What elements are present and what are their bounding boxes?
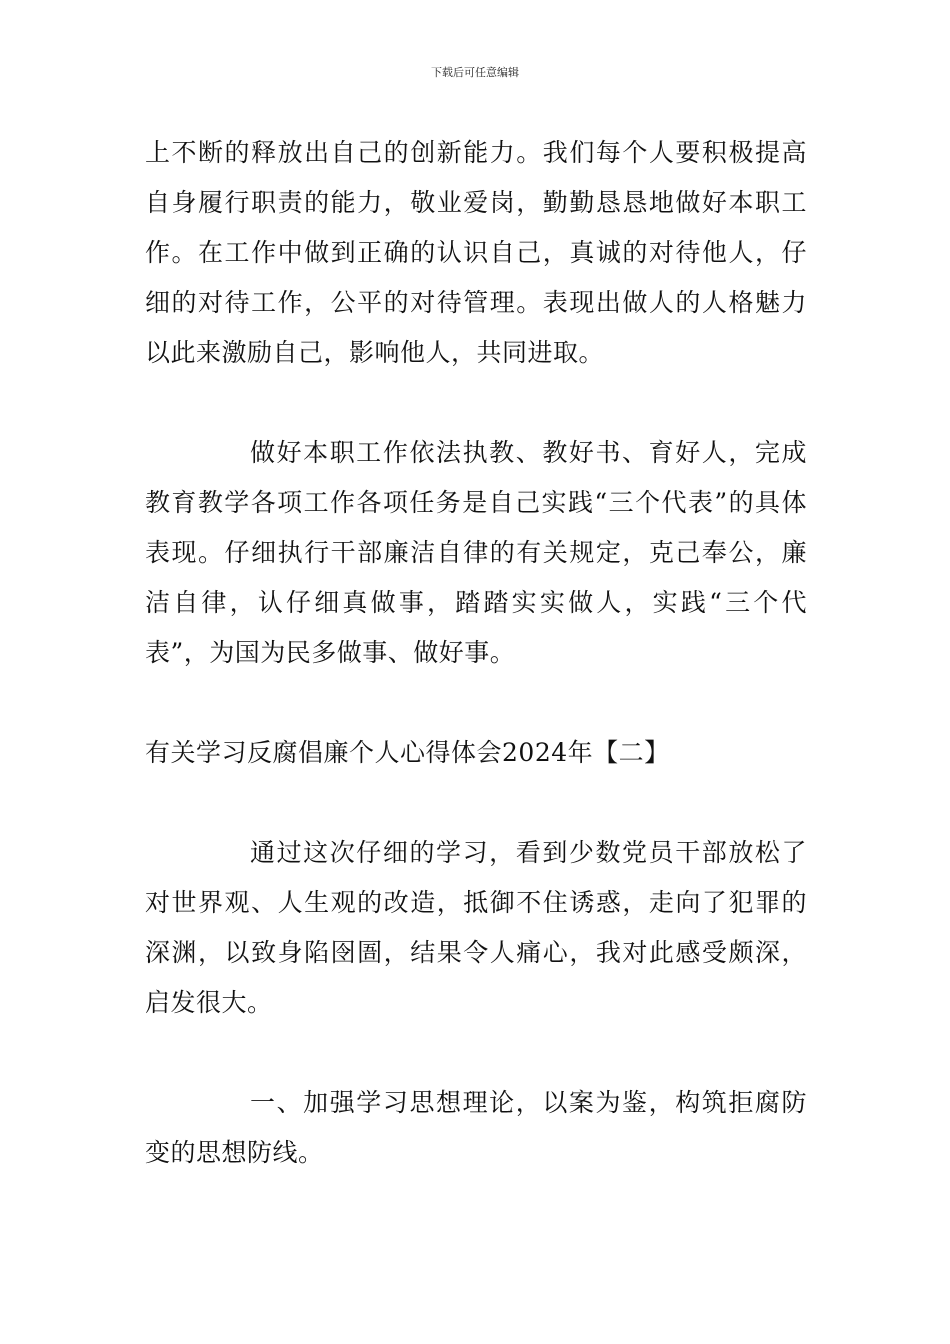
paragraph-point-one: 一、加强学习思想理论，以案为鉴，构筑拒腐防变的思想防线。 xyxy=(145,1088,807,1167)
paragraph-study: 通过这次仔细的学习，看到少数党员干部放松了对世界观、人生观的改造，抵御不住诱惑，走向了犯罪的深渊，以致身陷囹圄，结果令人痛心，我对此感受颇深，启发很大。 xyxy=(145,838,807,1017)
page-header: 下载后可任意编辑 xyxy=(431,66,519,79)
paragraph-continuation: 上不断的释放出自己的创新能力。我们每个人要积极提高自身履行职责的能力，敬业爱岗，勤勤恳恳地做好本职工作。在工作中做到正确的认识自己，真诚的对待他人，仔细的对待工作，公平的对待管理。表现出做人的人格魅力以此来激励自己，影响他人，共同进取。 xyxy=(145,138,807,367)
paragraph-duty: 做好本职工作依法执教、教好书、育好人，完成教育教学各项工作各项任务是自己实践“三个代表”的具体表现。仔细执行干部廉洁自律的有关规定，克己奉公，廉洁自律，认仔细真做事，踏踏实实做人，实践“三个代表”，为国为民多做事、做好事。 xyxy=(145,438,807,667)
section-heading: 有关学习反腐倡廉个人心得体会2024年【二】 xyxy=(145,738,670,767)
document-body xyxy=(145,128,807,1178)
